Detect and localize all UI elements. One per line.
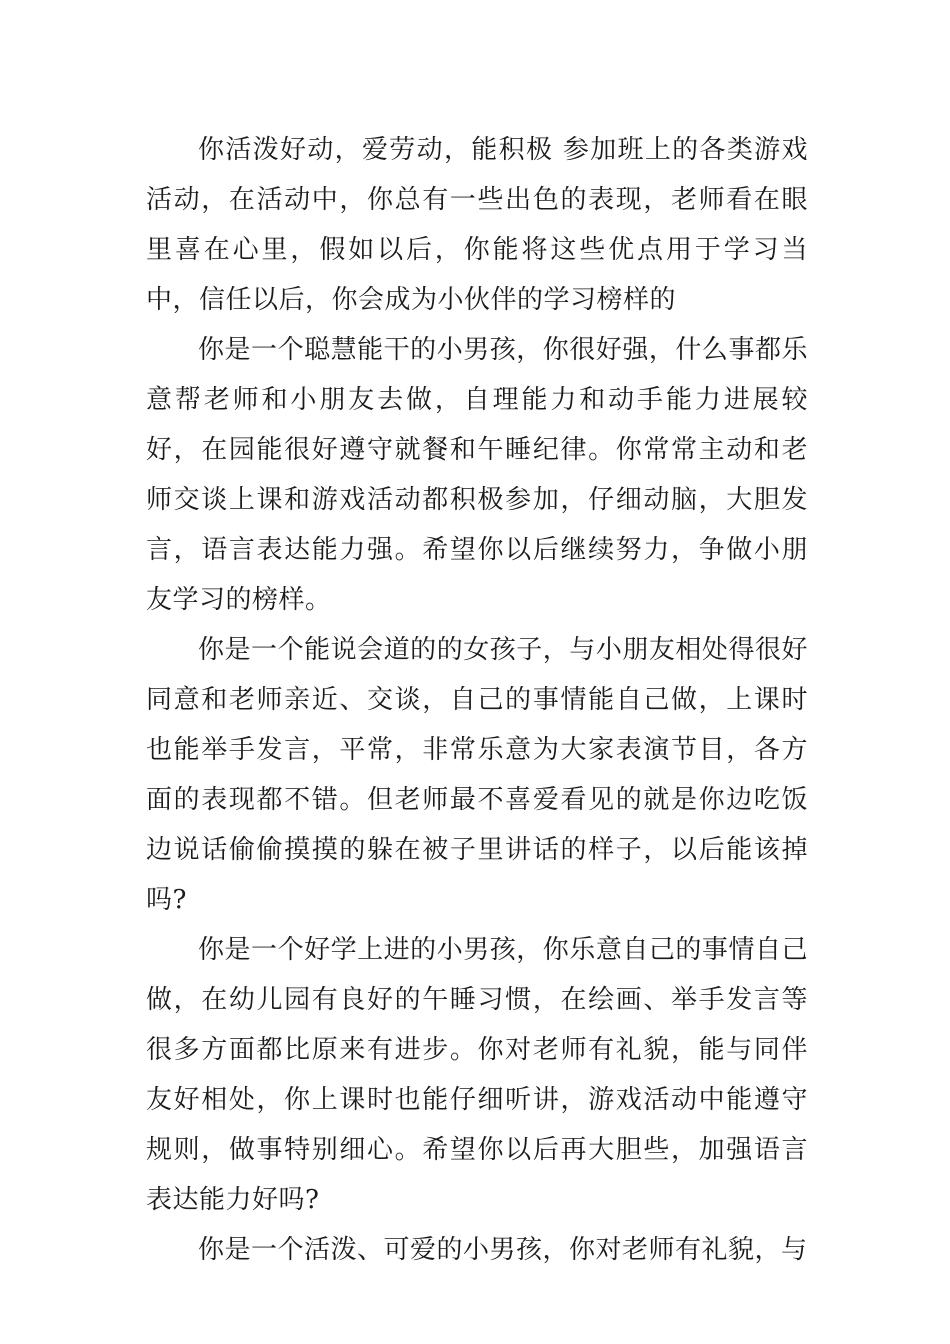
document-body	[146, 125, 808, 1275]
paragraph-5: 你是一个活泼、可爱的小男孩，你对老师有礼貌，与	[198, 1235, 808, 1265]
paragraph-4: 你是一个好学上进的小男孩，你乐意自己的事情自己做，在幼儿园有良好的午睡习惯，在绘画、举手发言等很多方面都比原来有进步。你对老师有礼貌，能与同伴友好相处，你上课时也能仔细听讲，游戏活动中能遵守规则，做事特别细心。希望你以后再大胆些，加强语言表达能力好吗?	[146, 935, 808, 1215]
paragraph-2: 你是一个聪慧能干的小男孩，你很好强，什么事都乐意帮老师和小朋友去做，自理能力和动手能力进展较好，在园能很好遵守就餐和午睡纪律。你常常主动和老师交谈上课和游戏活动都积极参加，仔细动脑，大胆发言，语言表达能力强。希望你以后继续努力，争做小朋友学习的榜样。	[146, 335, 808, 615]
paragraph-1: 你活泼好动，爱劳动，能积极 参加班上的各类游戏活动，在活动中，你总有一些出色的表现，老师看在眼里喜在心里，假如以后，你能将这些优点用于学习当中，信任以后，你会成为小伙伴的学习榜样的	[146, 135, 808, 315]
paragraph-3: 你是一个能说会道的的女孩子，与小朋友相处得很好同意和老师亲近、交谈，自己的事情能自己做，上课时也能举手发言，平常，非常乐意为大家表演节目，各方面的表现都不错。但老师最不喜爱看见的就是你边吃饭边说话偷偷摸摸的躲在被子里讲话的样子，以后能该掉吗?	[146, 635, 808, 915]
